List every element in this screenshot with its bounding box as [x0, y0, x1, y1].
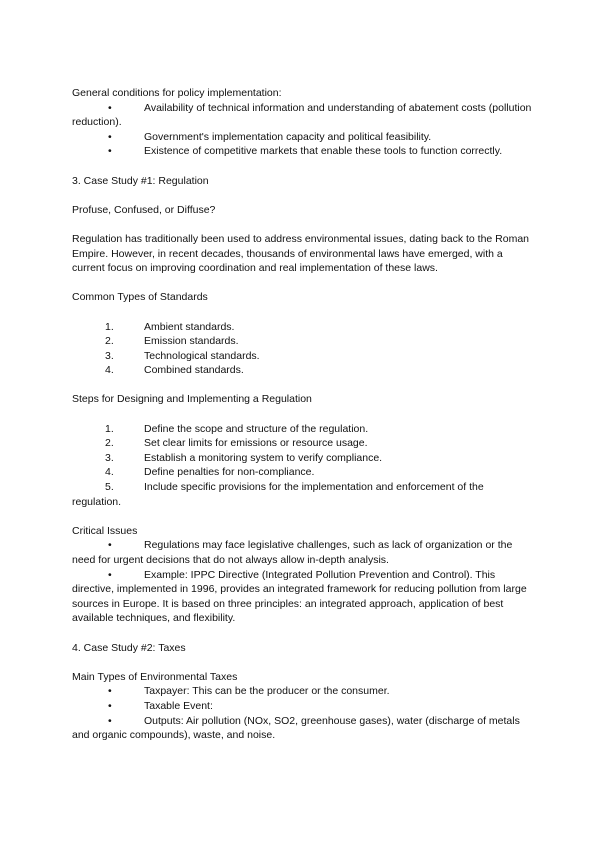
case-1-intro-paragraph: Regulation has traditionally been used to address environmental issues, dating back to the Roman Empire. However, in recent decades, thousands of environmental laws have emerged, with a current focus on improving coordination and real implementation of these laws.	[72, 232, 530, 275]
bullet-item: • Regulations may face legislative challenges, such as lack of organization or the need for urgent decisions that do not always allow in-depth analysis.	[72, 539, 513, 566]
numbered-item: 3. Technological standards.	[105, 349, 260, 362]
bullet-item: • Government's implementation capacity and political feasibility.	[108, 130, 432, 143]
bullet-item: • Existence of competitive markets that enable these tools to function correctly.	[108, 145, 503, 158]
numbered-item: 3. Establish a monitoring system to verify compliance.	[105, 451, 383, 464]
document-page	[72, 86, 532, 743]
bullet-marker: •	[108, 568, 112, 581]
numbered-item: 5. Include specific provisions for the implementation and enforcement of the regulation.	[72, 481, 484, 508]
numbered-item: 1. Define the scope and structure of the regulation.	[105, 422, 369, 435]
numbered-item: 4. Define penalties for non-compliance.	[105, 466, 315, 479]
bullet-marker: •	[108, 145, 112, 158]
standards-heading: Common Types of Standards	[72, 291, 208, 304]
bullet-marker: •	[108, 101, 112, 114]
bullet-marker: •	[108, 539, 112, 552]
numbered-item: 2. Emission standards.	[105, 335, 239, 348]
numbered-item: 4. Combined standards.	[105, 364, 244, 377]
steps-heading: Steps for Designing and Implementing a Regulation	[72, 393, 312, 406]
bullet-marker: •	[108, 699, 112, 712]
taxes-heading: Main Types of Environmental Taxes	[72, 670, 238, 683]
numbered-item: 1. Ambient standards.	[105, 320, 235, 333]
general-conditions-heading: General conditions for policy implementation:	[72, 87, 282, 99]
section-title-case-1: 3. Case Study #1: Regulation	[72, 174, 209, 187]
section-title-case-2: 4. Case Study #2: Taxes	[72, 641, 186, 654]
bullet-item: • Taxpayer: This can be the producer or the consumer.	[108, 685, 390, 698]
case-1-subtitle: Profuse, Confused, or Diffuse?	[72, 203, 216, 216]
bullet-item: • Outputs: Air pollution (NOx, SO2, greenhouse gases), water (discharge of metals and organic compounds), waste, and noise.	[72, 714, 520, 742]
bullet-marker: •	[108, 685, 112, 698]
bullet-item: • Taxable Event:	[108, 699, 213, 712]
critical-issues-heading: Critical Issues	[72, 524, 138, 537]
numbered-item: 2. Set clear limits for emissions or resource usage.	[105, 437, 368, 450]
bullet-marker: •	[108, 130, 112, 143]
bullet-item: • Availability of technical information and understanding of abatement costs (pollution reduction).	[72, 101, 532, 129]
bullet-marker: •	[108, 714, 112, 727]
bullet-item: • Example: IPPC Directive (Integrated Pollution Prevention and Control). This directive, implemented in 1996, provides an integrated framework for reducing pollution from large sources in Europe. It is based on three principles: an integrated approach, application of best available techniques, and flexibility.	[72, 568, 527, 625]
